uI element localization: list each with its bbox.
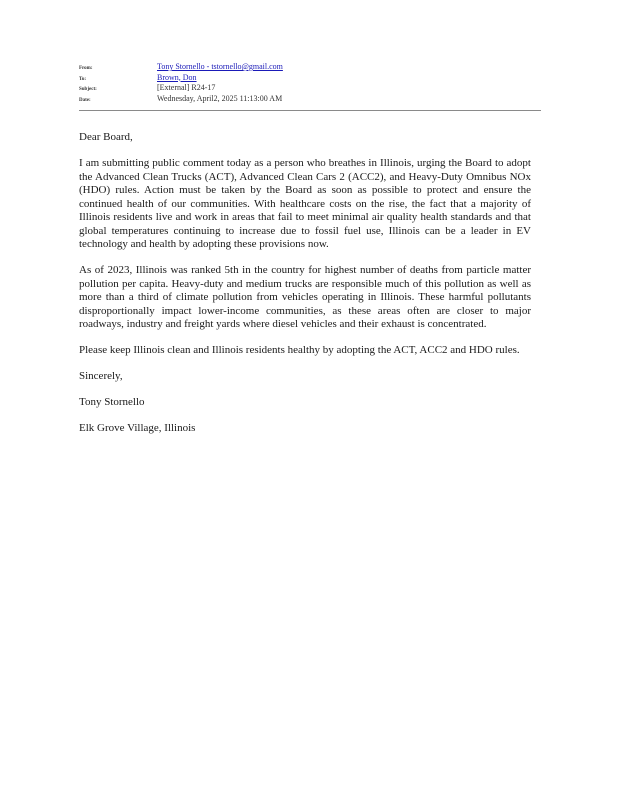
subject-label: Subject: xyxy=(79,87,97,92)
to-row xyxy=(79,73,541,84)
email-header xyxy=(79,62,541,104)
letter-body xyxy=(79,131,531,448)
to-link[interactable]: Brown, Don xyxy=(157,72,197,82)
date-row xyxy=(79,94,541,105)
paragraph-1: I am submitting public comment today as a person who breathes in Illinois, urging the Board to adopt the Advanced Clean Trucks (ACT), Advanced Clean Cars 2 (ACC2), and Heavy-Duty Omnibus NOx (HDO) rules. Action must be taken by the Board as soon as possible to protect and ensure the continued health of our communities. With healthcare costs on the rise, the fact that a majority of Illinois residents live and work in areas that fail to meet minimal air quality health standards and that global temperatures continuing to increase due to fossil fuel use, Illinois can be a leader in EV technology and health by adopting these provisions now. xyxy=(79,157,531,250)
signature-location: Elk Grove Village, Illinois xyxy=(79,422,196,434)
from-label: From: xyxy=(79,66,93,71)
from-link[interactable]: Tony Stornello - tstornello@gmail.com xyxy=(157,62,283,71)
subject-value: [External] R24-17 xyxy=(157,83,216,92)
salutation: Dear Board, xyxy=(79,131,133,143)
to-label: To: xyxy=(79,76,87,82)
paragraph-3: Please keep Illinois clean and Illinois residents healthy by adopting the ACT, ACC2 and HDO rules. xyxy=(79,344,520,356)
from-row xyxy=(79,62,541,73)
subject-row xyxy=(79,83,541,94)
date-label: Date: xyxy=(79,97,91,103)
paragraph-2: As of 2023, Illinois was ranked 5th in the country for highest number of deaths from particle matter pollution per capita. Heavy-duty and medium trucks are responsible much of this pollution as well as more than a third of climate pollution from vehicles operating in Illinois. These harmful pollutants disproportionally impact lower-income communities, as these areas often are closer to major roadways, industry and freight yards where diesel vehicles and their exhaust is concentrated. xyxy=(79,264,531,330)
closing: Sincerely, xyxy=(79,370,123,382)
signature-name: Tony Stornello xyxy=(79,396,145,408)
header-divider xyxy=(79,110,541,111)
date-value: Wednesday, April2, 2025 11:13:00 AM xyxy=(157,93,283,103)
